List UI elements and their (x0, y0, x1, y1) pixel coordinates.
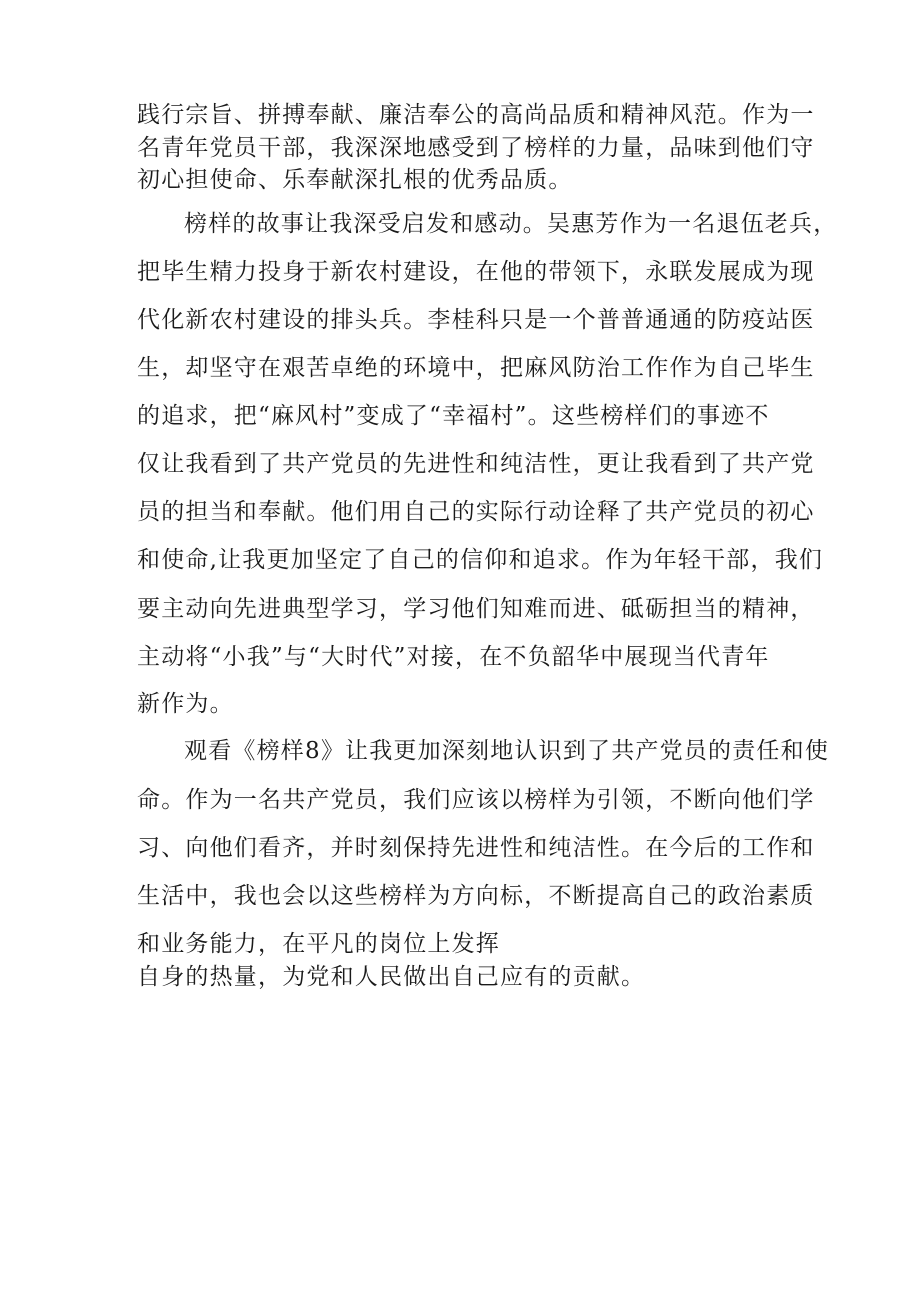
text-line: 代化新农村建设的排头兵。李桂科只是一个普普通通的防疫站医 (137, 307, 815, 333)
text-line: 仅让我看到了共产党员的先进性和纯洁性，更让我看到了共产党 (137, 451, 815, 477)
text-line: 员的担当和奉献。他们用自己的实际行动诠释了共产党员的初心 (137, 499, 815, 525)
text-line: 新作为。 (137, 691, 234, 717)
text-line: 把毕生精力投身于新农村建设，在他的带领下，永联发展成为现 (137, 259, 815, 285)
text-line: 初心担使命、乐奉献深扎根的优秀品质。 (137, 167, 573, 193)
text-line: 要主动向先进典型学习，学习他们知难而进、砥砺担当的精神， (137, 596, 815, 622)
text-line: 名青年党员干部，我深深地感受到了榜样的力量，品味到他们守 (137, 135, 815, 161)
text-line: 命。作为一名共产党员，我们应该以榜样为引领，不断向他们学 (137, 787, 815, 813)
text-line: 观看《榜样8》让我更加深刻地认识到了共产党员的责任和使 (184, 738, 830, 764)
text-line: 和业务能力，在平凡的岗位上发挥 (137, 931, 500, 957)
text-line: 主动将“小我”与“大时代”对接，在不负韶华中展现当代青年 (137, 644, 770, 670)
text-line: 习、向他们看齐，并时刻保持先进性和纯洁性。在今后的工作和 (137, 835, 815, 861)
text-line: 生活中，我也会以这些榜样为方向标，不断提高自己的政治素质 (137, 883, 815, 909)
text-line: 和使命,让我更加坚定了自己的信仰和追求。作为年轻干部，我们 (137, 547, 824, 573)
text-line: 生，却坚守在艰苦卓绝的环境中，把麻风防治工作作为自己毕生 (137, 355, 815, 381)
text-line: 践行宗旨、拼搏奉献、廉洁奉公的高尚品质和精神风范。作为一 (137, 102, 815, 128)
text-line: 的追求，把“麻风村”变成了“幸福村”。这些榜样们的事迹不 (137, 403, 770, 429)
text-line: 自身的热量，为党和人民做出自己应有的贡献。 (137, 964, 646, 990)
text-line: 榜样的故事让我深受启发和感动。吴惠芳作为一名退伍老兵， (184, 211, 838, 237)
